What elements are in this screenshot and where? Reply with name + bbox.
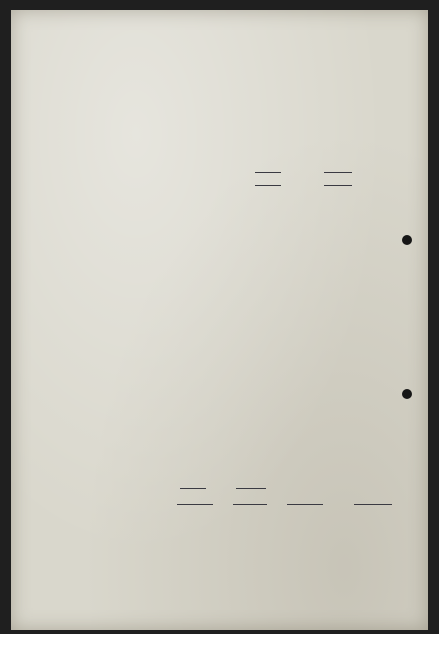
surplus-total-rule (255, 172, 281, 173)
we-total-underline (177, 504, 213, 505)
posted-total-rule (236, 488, 266, 489)
we-total-rule (180, 488, 206, 489)
deficient-total-rule (324, 172, 352, 173)
posted-total-underline (233, 504, 267, 505)
surplus-total-underline (255, 185, 281, 186)
punch-hole-bottom (402, 389, 412, 399)
punch-hole-top (402, 235, 412, 245)
document-sheet (11, 10, 428, 630)
deficient-total-underline-bottom (354, 504, 392, 505)
deficient-total-underline (324, 185, 352, 186)
surplus-total-underline-bottom (287, 504, 323, 505)
footer (0, 634, 439, 653)
